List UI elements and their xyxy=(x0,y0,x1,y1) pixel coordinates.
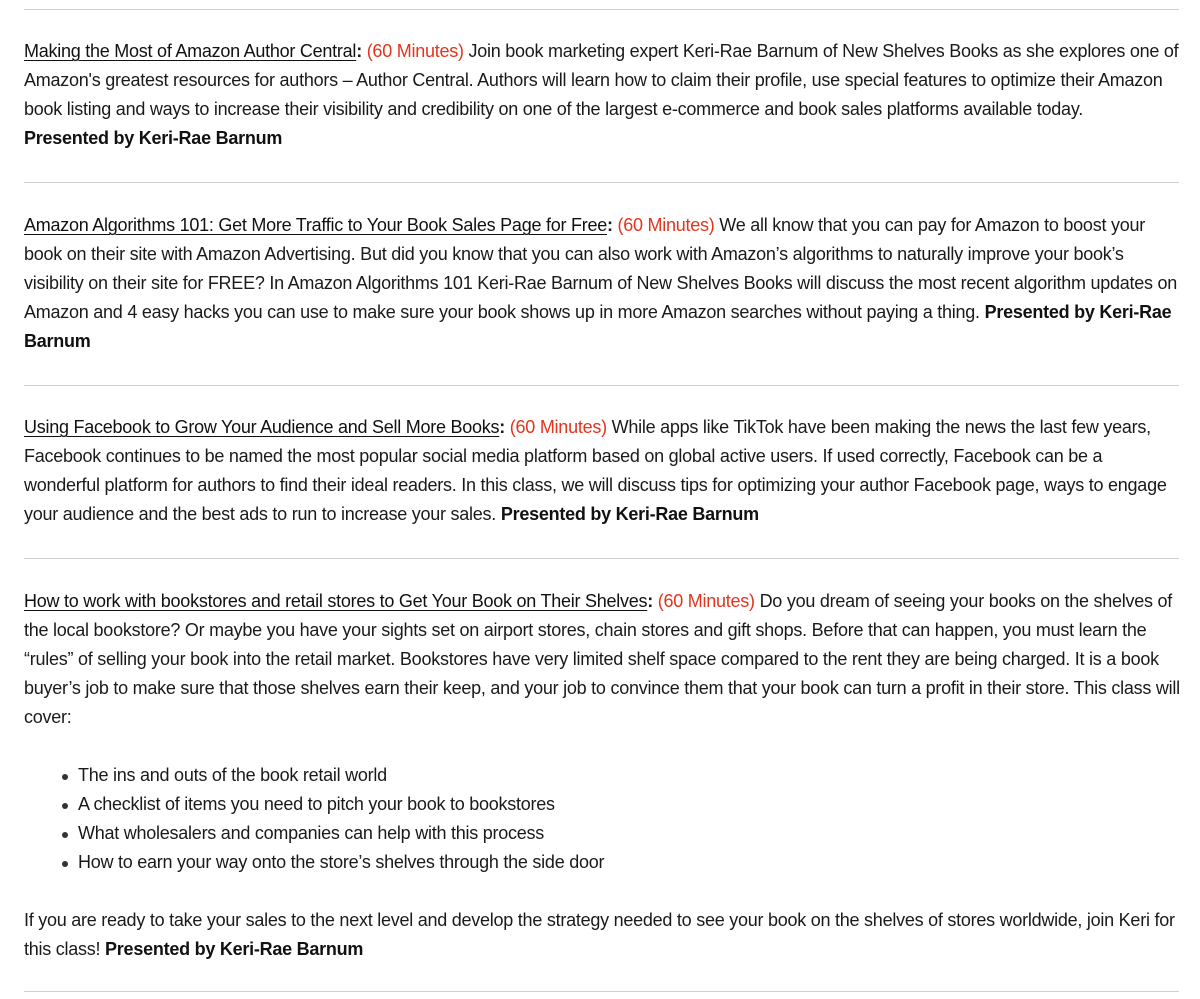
session-closing-paragraph xyxy=(24,906,1182,964)
topic-list-item: How to earn your way onto the store’s shelves through the side door xyxy=(24,848,1182,877)
topic-list-item: A checklist of items you need to pitch your book to bookstores xyxy=(24,790,1182,819)
session-title-link[interactable]: Using Facebook to Grow Your Audience and Sell More Books xyxy=(24,417,500,437)
spacer xyxy=(24,732,1182,761)
session-paragraph xyxy=(24,587,1182,732)
session-paragraph xyxy=(24,413,1182,529)
session-paragraph xyxy=(24,211,1182,356)
topic-list-item: The ins and outs of the book retail world xyxy=(24,761,1182,790)
session-duration: (60 Minutes) xyxy=(657,591,755,611)
title-colon: : xyxy=(647,591,658,611)
session-duration: (60 Minutes) xyxy=(366,41,464,61)
session-title-link[interactable]: Amazon Algorithms 101: Get More Traffic to Your Book Sales Page for Free xyxy=(24,215,607,235)
title-colon: : xyxy=(606,215,618,235)
session-item xyxy=(24,211,1182,356)
divider xyxy=(24,182,1179,183)
session-description: Do you dream of seeing your books on the shelves of the local bookstore? Or maybe you have your sights set on airport stores, chain stores and gift shops. Before that can happen, you must learn the “rules” of selling your book into the retail market. Bookstores have very limited shelf space compared to the rent they are being charged. It is a book buyer’s job to make sure that those shelves earn their keep, and your job to convince them that your book can turn a profit in their store. This class will cover: xyxy=(24,591,1180,727)
session-presenter: Presented by Keri-Rae Barnum xyxy=(24,302,1172,351)
topic-list-item: What wholesalers and companies can help with this process xyxy=(24,819,1182,848)
divider xyxy=(24,558,1179,559)
divider xyxy=(24,9,1179,10)
divider xyxy=(24,991,1179,992)
divider xyxy=(24,385,1179,386)
session-presenter: Presented by Keri-Rae Barnum xyxy=(105,939,364,959)
topic-list xyxy=(24,761,1182,877)
session-title-link[interactable]: How to work with bookstores and retail stores to Get Your Book on Their Shelves xyxy=(24,591,648,611)
session-presenter: Presented by Keri-Rae Barnum xyxy=(24,128,283,148)
session-description: While apps like TikTok have been making the news the last few years, Facebook continues to be named the most popular social media platform based on global active users. If used correctly, Facebook can be a wonderful platform for authors to find their ideal readers. In this class, we will discuss tips for optimizing your author Facebook page, ways to engage your audience and the best ads to run to increase your sales. xyxy=(24,417,1167,524)
session-description: We all know that you can pay for Amazon to boost your book on their site with Amazon Advertising. But did you know that you can also work with Amazon’s algorithms to naturally improve your book’s visibility on their site for FREE? In Amazon Algorithms 101 Keri-Rae Barnum of New Shelves Books will discuss the most recent algorithm updates on Amazon and 4 easy hacks you can use to make sure your book shows up in more Amazon searches without paying a thing. xyxy=(24,215,1178,322)
session-duration: (60 Minutes) xyxy=(509,417,607,437)
session-item xyxy=(24,37,1182,153)
session-duration: (60 Minutes) xyxy=(617,215,715,235)
session-title-link[interactable]: Making the Most of Amazon Author Central xyxy=(24,41,357,61)
session-presenter: Presented by Keri-Rae Barnum xyxy=(500,504,759,524)
session-paragraph xyxy=(24,37,1182,153)
session-closing: If you are ready to take your sales to the next level and develop the strategy needed to see your book on the shelves of stores worldwide, join Keri for this class! xyxy=(24,910,1175,959)
session-item xyxy=(24,413,1182,529)
spacer xyxy=(24,877,1182,906)
title-colon: : xyxy=(499,417,510,437)
session-item xyxy=(24,587,1182,964)
session-description: Join book marketing expert Keri-Rae Barnum of New Shelves Books as she explores one of Amazon's greatest resources for authors – Author Central. Authors will learn how to claim their profile, use special features to optimize their Amazon book listing and ways to increase their visibility and credibility on one of the largest e-commerce and book sales platforms available today. xyxy=(24,41,1179,119)
title-colon: : xyxy=(356,41,367,61)
